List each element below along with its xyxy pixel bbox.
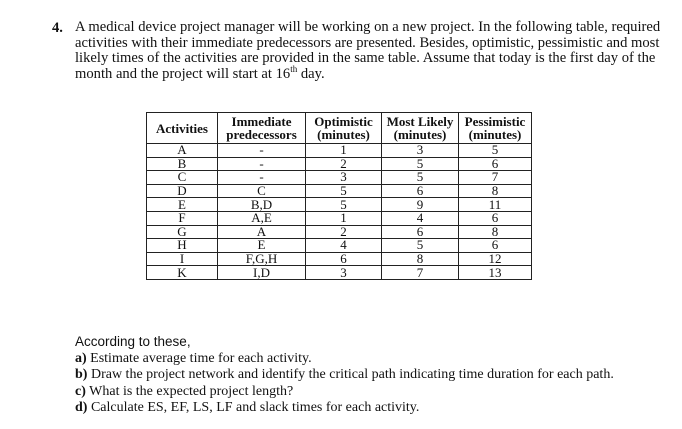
tasks-section — [75, 334, 614, 417]
question-line-4: month and the project will start at 16th day. — [75, 63, 325, 82]
table-cell: 5 — [382, 157, 459, 171]
header-activities: Activities — [147, 113, 218, 144]
table-row — [147, 144, 532, 158]
table-cell: H — [147, 239, 218, 253]
task-label: a) — [75, 350, 87, 366]
table-cell: G — [147, 225, 218, 239]
table-cell: 1 — [306, 144, 382, 158]
table-row — [147, 239, 532, 253]
table-cell: 6 — [459, 211, 532, 225]
table-cell: C — [147, 171, 218, 185]
table-cell: 6 — [382, 184, 459, 198]
table-row — [147, 266, 532, 280]
table-cell: K — [147, 266, 218, 280]
table-cell: B,D — [218, 198, 306, 212]
tasks-intro: According to these, — [75, 334, 191, 349]
table-cell: F,G,H — [218, 252, 306, 266]
question-line-3: likely times of the activities are provided in the same table. Assume that today is the first day of the — [75, 50, 656, 66]
table-cell: - — [218, 144, 306, 158]
table-cell: B — [147, 157, 218, 171]
table-cell: E — [147, 198, 218, 212]
table-cell: 7 — [382, 266, 459, 280]
table-cell: 8 — [459, 184, 532, 198]
table-cell: 9 — [382, 198, 459, 212]
table-cell: 5 — [306, 184, 382, 198]
task-text: Calculate ES, EF, LS, LF and slack times for each activity. — [90, 400, 420, 415]
table-cell: A — [218, 225, 306, 239]
question-number: 4. — [52, 20, 63, 36]
question-line-1: A medical device project manager will be working on a new project. In the following table, required — [75, 19, 661, 35]
table-cell: 6 — [459, 239, 532, 253]
header-predecessors: Immediate predecessors — [218, 113, 306, 144]
task-text: What is the expected project length? — [89, 383, 294, 399]
table-cell: 4 — [306, 239, 382, 253]
table-cell: E — [218, 239, 306, 253]
table-cell: 12 — [459, 252, 532, 266]
table-cell: I — [147, 252, 218, 266]
task-item — [75, 384, 614, 401]
table-row — [147, 211, 532, 225]
table-row — [147, 171, 532, 185]
table-body — [147, 144, 532, 280]
table-cell: 6 — [306, 252, 382, 266]
table-cell: 8 — [459, 225, 532, 239]
table-cell: 8 — [382, 252, 459, 266]
table-cell: C — [218, 184, 306, 198]
header-pessimistic: Pessimistic (minutes) — [459, 113, 532, 144]
table-cell: D — [147, 184, 218, 198]
table-cell: - — [218, 171, 306, 185]
table-row — [147, 252, 532, 266]
task-label: c) — [75, 383, 86, 399]
table-cell: 1 — [306, 211, 382, 225]
table-cell: F — [147, 211, 218, 225]
table-cell: - — [218, 157, 306, 171]
task-item — [75, 400, 614, 417]
task-text: Estimate average time for each activity. — [90, 350, 312, 366]
task-label: b) — [75, 367, 88, 382]
question-text — [75, 20, 665, 82]
table-cell: A,E — [218, 211, 306, 225]
table-cell: 5 — [306, 198, 382, 212]
header-optimistic: Optimistic (minutes) — [306, 113, 382, 144]
activity-table — [146, 112, 532, 280]
table-cell: 3 — [382, 144, 459, 158]
table-cell: 3 — [306, 266, 382, 280]
table-cell: 6 — [459, 157, 532, 171]
table-cell: I,D — [218, 266, 306, 280]
table-row — [147, 184, 532, 198]
table-cell: 2 — [306, 225, 382, 239]
task-list — [75, 351, 614, 417]
table-cell: 11 — [459, 198, 532, 212]
table-cell: 2 — [306, 157, 382, 171]
task-item — [75, 367, 614, 384]
table-cell: 13 — [459, 266, 532, 280]
question-line-2: activities with their immediate predecessors are presented. Besides, optimistic, pessimistic and most — [75, 34, 660, 51]
task-label: d) — [75, 400, 88, 415]
table-cell: 7 — [459, 171, 532, 185]
table-header-row — [147, 113, 532, 144]
table-cell: 4 — [382, 211, 459, 225]
table-cell: 3 — [306, 171, 382, 185]
table-row — [147, 157, 532, 171]
table-cell: 5 — [382, 239, 459, 253]
header-most-likely: Most Likely (minutes) — [382, 113, 459, 144]
table-cell: A — [147, 144, 218, 158]
table-cell: 5 — [382, 171, 459, 185]
table-cell: 6 — [382, 225, 459, 239]
task-item — [75, 351, 614, 368]
table-row — [147, 225, 532, 239]
table-cell: 5 — [459, 144, 532, 158]
task-text: Draw the project network and identify the critical path indicating time duration for each path. — [90, 367, 614, 382]
table-row — [147, 198, 532, 212]
